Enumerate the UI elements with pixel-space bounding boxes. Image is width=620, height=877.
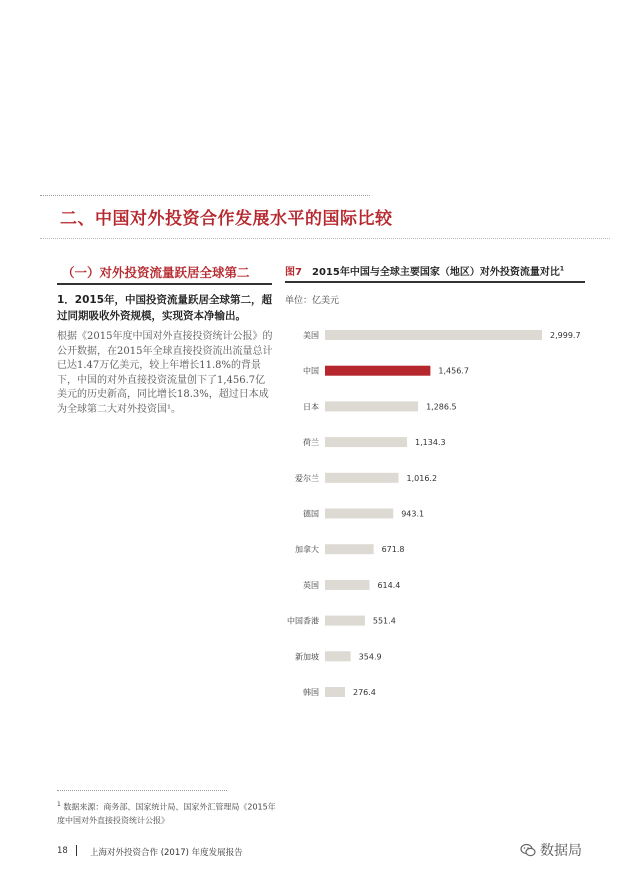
value-label: 671.8	[381, 545, 405, 555]
footnote-rule	[57, 790, 227, 791]
subsection-rule	[57, 283, 272, 285]
lead-paragraph: 1．2015年，中国投资流量跃居全球第二，超过同期吸收外资规模，实现资本净输出。	[57, 294, 273, 322]
bar	[325, 366, 430, 376]
footnote-marker: 1	[57, 801, 61, 808]
body-paragraph: 根据《2015年度中国对外直接投资统计公报》的公开数据，在2015年全球直接投资流出流量总计已达1.47万亿美元，较上年增长11.8%的背景下，中国的对外直接投资流量创下了1,456.7亿美元的历史新高，同比增长18.3%，超过日本成为全球第二大对外投资国¹。	[57, 331, 273, 415]
value-label: 1,456.7	[438, 366, 469, 376]
figure-title-text: 2015年中国与全球主要国家（地区）对外投资流量对比	[312, 267, 560, 278]
value-label: 2,999.7	[550, 331, 581, 340]
bar	[325, 401, 418, 411]
value-label: 614.4	[377, 580, 401, 590]
category-label: 韩国	[303, 688, 319, 697]
figure-label: 图7	[285, 267, 302, 278]
category-label: 新加坡	[295, 652, 319, 662]
value-label: 1,134.3	[415, 438, 446, 448]
bar-chart	[280, 320, 600, 705]
top-divider	[40, 195, 370, 196]
brand-watermark	[520, 840, 582, 860]
bar	[325, 473, 399, 483]
figure-rule	[285, 281, 585, 283]
subsection-title: （一）对外投资流量跃居全球第二	[62, 265, 250, 280]
brand-name: 数据局	[540, 843, 582, 859]
wechat-icon	[520, 842, 536, 858]
section-title: 二、中国对外投资合作发展水平的国际比较	[60, 209, 393, 229]
category-label: 荷兰	[303, 438, 319, 448]
bar	[325, 509, 393, 519]
footer-separator	[76, 845, 77, 856]
value-label: 1,016.2	[406, 473, 438, 483]
category-label: 中国	[303, 366, 319, 376]
report-title: 上海对外投资合作 (2017) 年度发展报告	[90, 848, 243, 858]
chart-unit: 单位：亿美元	[285, 296, 340, 306]
title-divider	[40, 238, 610, 239]
value-label: 276.4	[352, 688, 376, 697]
bar	[325, 580, 369, 590]
value-label: 1,286.5	[426, 402, 457, 412]
category-label: 加拿大	[295, 545, 319, 555]
value-label: 551.4	[372, 616, 396, 626]
bar	[325, 437, 407, 447]
footnote	[57, 798, 277, 827]
category-label: 爱尔兰	[295, 473, 319, 483]
bar	[325, 687, 345, 697]
bar	[325, 544, 374, 554]
figure-title	[312, 263, 564, 278]
category-label: 英国	[303, 580, 319, 590]
value-label: 354.9	[358, 652, 382, 662]
figure-title-footnote-ref: 1	[559, 265, 565, 273]
category-label: 美国	[303, 331, 319, 340]
category-label: 德国	[303, 509, 319, 519]
bar	[325, 651, 351, 661]
footnote-text: 数据来源：商务部、国家统计局、国家外汇管理局《2015年度中国对外直接投资统计公报》	[57, 802, 276, 825]
bar	[325, 330, 542, 340]
bar	[325, 616, 365, 626]
category-label: 日本	[303, 402, 319, 412]
page-number: 18	[57, 846, 68, 856]
value-label: 943.1	[401, 509, 425, 519]
category-label: 中国香港	[287, 616, 319, 626]
